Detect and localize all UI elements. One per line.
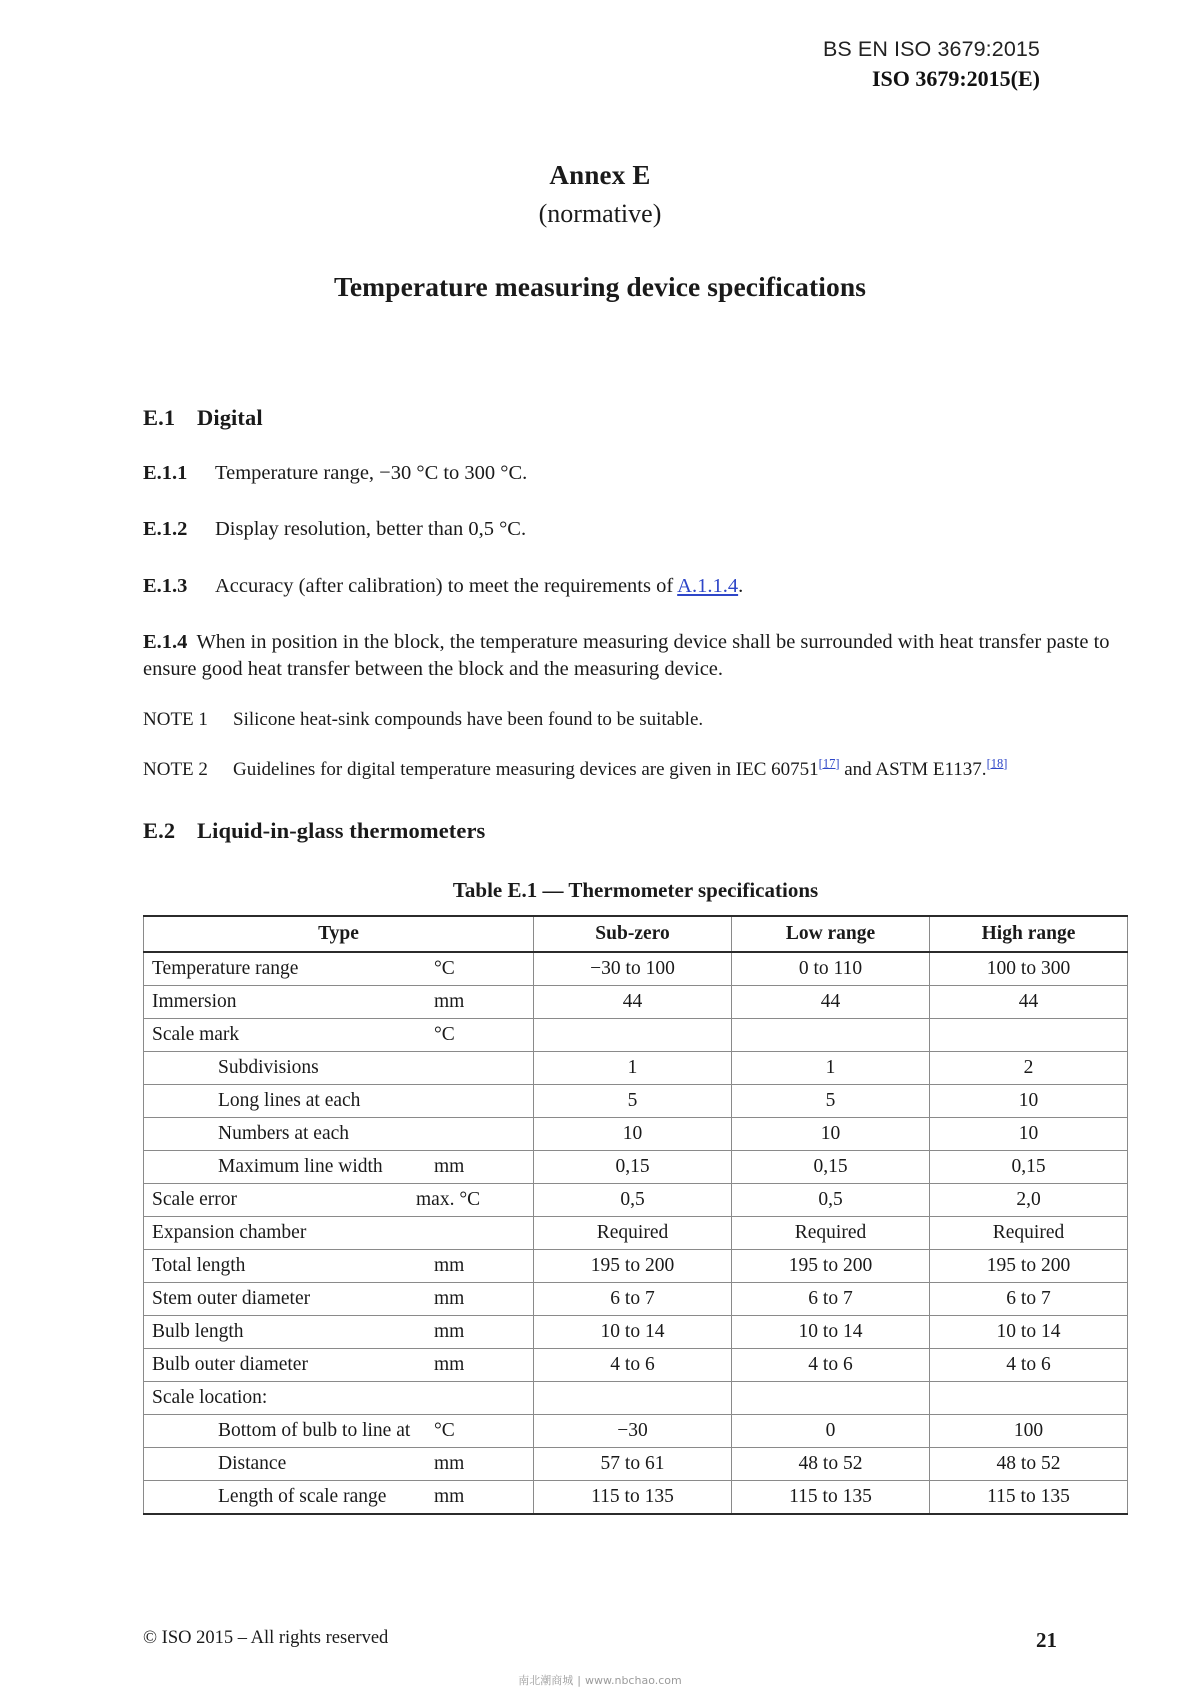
row-label-cell [144,1183,534,1216]
clause-text-e11: Temperature range, −30 °C to 300 °C. [215,462,528,484]
note-2-text-before: Guidelines for digital temperature measuring devices are given in IEC 60751 [233,758,819,780]
row-label: Immersion [152,990,237,1012]
table-row [144,1084,1128,1117]
row-unit: °C [434,1023,455,1045]
row-value-cell: 0,15 [930,1150,1128,1183]
row-label: Scale location: [152,1386,268,1408]
row-label: Stem outer diameter [152,1287,311,1309]
bibliography-ref-18-link[interactable]: [18] [986,756,1008,771]
row-value-cell: 5 [732,1084,930,1117]
annex-title: Annex E [549,160,651,190]
row-value-cell: 0,15 [534,1150,732,1183]
table-row [144,1381,1128,1414]
row-value-cell: 10 [732,1117,930,1150]
row-value-cell: 44 [930,985,1128,1018]
row-value-cell: 4 to 6 [534,1348,732,1381]
table-row [144,1315,1128,1348]
row-value-cell: 115 to 135 [534,1480,732,1514]
row-value-cell [930,1381,1128,1414]
clause-e12 [143,516,1128,543]
table-row [144,952,1128,986]
table-body [144,952,1128,1514]
table-row [144,1051,1128,1084]
row-unit: mm [434,1254,465,1276]
table-row [144,1447,1128,1480]
row-label-cell [144,1150,534,1183]
row-value-cell: 5 [534,1084,732,1117]
row-value-cell: 48 to 52 [732,1447,930,1480]
row-label-cell [144,1084,534,1117]
note-2 [143,757,1128,782]
row-unit: mm [434,1155,465,1177]
column-header-type: Type [144,916,534,952]
row-unit: max. °C [416,1188,481,1210]
row-value-cell: 10 to 14 [732,1315,930,1348]
row-unit: mm [434,1452,465,1474]
note-2-text-middle: and ASTM E1137. [839,758,987,780]
column-header-sub-zero: Sub-zero [534,916,732,952]
row-value-cell: 115 to 135 [732,1480,930,1514]
row-unit: °C [434,957,455,979]
table-row [144,1348,1128,1381]
row-value-cell: 10 to 14 [534,1315,732,1348]
bibliography-ref-18[interactable] [987,756,1008,770]
row-label: Subdivisions [218,1056,319,1078]
row-label-cell [144,1414,534,1447]
row-value-cell: 48 to 52 [930,1447,1128,1480]
row-value-cell: 0,15 [732,1150,930,1183]
clause-number-e12: E.1.2 [143,518,188,541]
table-row [144,1249,1128,1282]
bibliography-ref-17[interactable] [819,756,840,770]
clause-text-e14: When in position in the block, the temperature measuring device shall be surrounded with heat transfer paste to ensure good heat transfer between the block and the measuring device. [143,630,1110,680]
clause-number-e14: E.1.4 [143,630,188,653]
table-row [144,1018,1128,1051]
clause-text-e12: Display resolution, better than 0,5 °C. [215,518,527,541]
row-value-cell: 10 to 14 [930,1315,1128,1348]
standard-reference-bs: BS EN ISO 3679:2015 [822,37,1040,61]
page-title: Temperature measuring device specifications [333,271,867,302]
row-value-cell: Required [534,1216,732,1249]
table-row [144,1480,1128,1514]
row-value-cell: 115 to 135 [930,1480,1128,1514]
row-value-cell: 4 to 6 [732,1348,930,1381]
row-label-cell [144,1117,534,1150]
row-value-cell: 1 [732,1051,930,1084]
row-unit: mm [434,1320,465,1342]
row-label: Scale mark [152,1023,240,1045]
row-label-cell [144,1480,534,1514]
section-title-e1: Digital [197,405,263,430]
table-row [144,1117,1128,1150]
cross-reference-link-a1114[interactable]: A.1.1.4 [677,574,739,597]
table-row [144,1282,1128,1315]
row-label-cell [144,1315,534,1348]
document-header [823,36,1040,94]
row-label: Bottom of bulb to line at [218,1419,411,1441]
table-caption: Table E.1 — Thermometer specifications [452,877,819,902]
section-number-e2: E.2 [143,817,176,843]
row-value-cell: 100 [930,1414,1128,1447]
row-unit: mm [434,990,465,1012]
row-label: Scale error [152,1188,237,1210]
copyright-notice: © ISO 2015 – All rights reserved [143,1628,389,1648]
row-label: Expansion chamber [152,1221,307,1243]
thermometer-specifications-table [143,915,1128,1515]
row-label: Bulb length [152,1320,244,1342]
row-value-cell: 195 to 200 [534,1249,732,1282]
row-value-cell: 10 [930,1117,1128,1150]
row-value-cell [534,1018,732,1051]
section-heading-e1 [143,405,1128,431]
note-1-label: NOTE 1 [143,709,208,731]
row-value-cell: 0,5 [732,1183,930,1216]
table-row [144,1216,1128,1249]
bibliography-ref-17-link[interactable]: [17] [818,756,840,771]
row-label: Bulb outer diameter [152,1353,308,1375]
row-value-cell: 4 to 6 [930,1348,1128,1381]
watermark-site-name: 南北潮商城 [518,1674,574,1687]
row-value-cell [930,1018,1128,1051]
clause-e13 [143,573,1128,600]
row-value-cell: 100 to 300 [930,952,1128,986]
row-value-cell: 0,5 [534,1183,732,1216]
row-label-cell [144,985,534,1018]
row-value-cell: −30 to 100 [534,952,732,986]
note-2-label: NOTE 2 [143,758,208,780]
row-value-cell: 0 to 110 [732,952,930,986]
table-row [144,985,1128,1018]
standard-reference-iso: ISO 3679:2015(E) [871,65,1040,91]
row-label: Long lines at each [218,1089,361,1111]
page-footer [143,1628,1057,1653]
row-value-cell: 57 to 61 [534,1447,732,1480]
column-header-low-range: Low range [732,916,930,952]
row-label-cell [144,1216,534,1249]
row-value-cell: 195 to 200 [732,1249,930,1282]
row-label: Numbers at each [218,1122,350,1144]
row-label-cell [144,1447,534,1480]
row-value-cell: Required [732,1216,930,1249]
row-unit: °C [434,1419,455,1441]
row-label-cell [144,1051,534,1084]
annex-heading-block [0,160,1200,303]
row-label: Distance [218,1452,287,1474]
row-label-cell [144,1018,534,1051]
clause-e11 [143,460,1128,487]
row-label: Length of scale range [218,1485,387,1507]
row-value-cell: 10 [930,1084,1128,1117]
note-1-text: Silicone heat-sink compounds have been found to be suitable. [233,709,704,731]
row-value-cell: 0 [732,1414,930,1447]
row-value-cell: −30 [534,1414,732,1447]
row-value-cell: 2,0 [930,1183,1128,1216]
row-label-cell [144,1282,534,1315]
row-value-cell: 6 to 7 [534,1282,732,1315]
watermark [0,1672,1200,1688]
row-label-cell [144,1249,534,1282]
page-number: 21 [1036,1628,1057,1652]
row-value-cell: 6 to 7 [930,1282,1128,1315]
section-title-e2: Liquid-in-glass thermometers [197,817,486,843]
row-label-cell [144,952,534,986]
row-value-cell [732,1381,930,1414]
table-row [144,1414,1128,1447]
row-value-cell: 6 to 7 [732,1282,930,1315]
row-value-cell [732,1018,930,1051]
row-unit: mm [434,1353,465,1375]
column-header-high-range: High range [930,916,1128,952]
section-heading-e2 [143,818,1128,844]
row-value-cell: 1 [534,1051,732,1084]
row-unit: mm [434,1485,465,1507]
note-1 [143,707,1128,732]
table-row [144,1150,1128,1183]
clause-number-e13: E.1.3 [143,574,188,597]
row-unit: mm [434,1287,465,1309]
annex-subtitle: (normative) [538,199,662,228]
section-number-e1: E.1 [143,405,176,430]
row-label-cell [144,1381,534,1414]
row-label: Temperature range [152,957,299,979]
row-value-cell: Required [930,1216,1128,1249]
row-value-cell [534,1381,732,1414]
row-value-cell: 195 to 200 [930,1249,1128,1282]
watermark-url: www.nbchao.com [585,1674,682,1687]
row-label: Maximum line width [218,1155,383,1177]
table-row [144,1183,1128,1216]
row-value-cell: 2 [930,1051,1128,1084]
row-value-cell: 44 [732,985,930,1018]
table-header-row [144,916,1128,952]
row-label: Total length [152,1254,246,1276]
document-body [143,405,1128,1515]
clause-text-e13-after: . [738,574,744,597]
clause-text-e13-before: Accuracy (after calibration) to meet the requirements of [215,574,678,597]
clause-e14 [143,629,1128,684]
watermark-separator: | [577,1674,581,1687]
row-value-cell: 10 [534,1117,732,1150]
clause-number-e11: E.1.1 [143,462,188,484]
row-value-cell: 44 [534,985,732,1018]
row-label-cell [144,1348,534,1381]
